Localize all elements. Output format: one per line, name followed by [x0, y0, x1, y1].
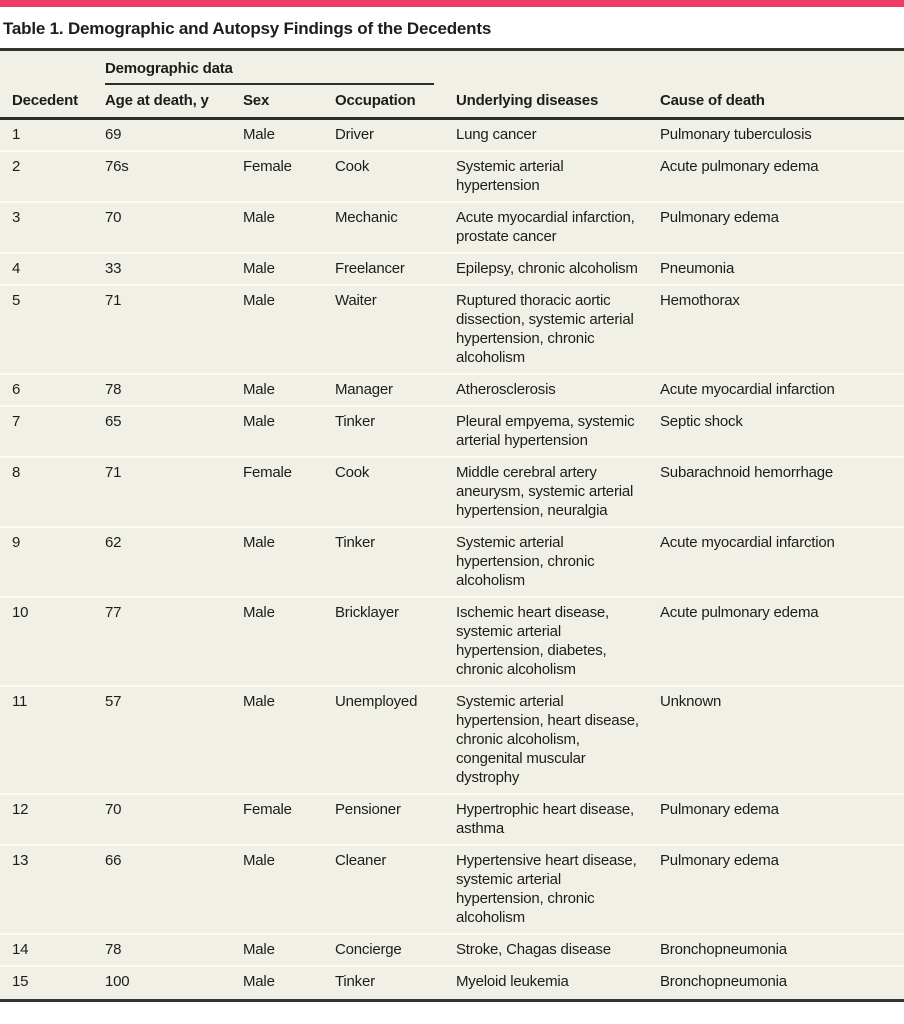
- diseases-cell: Pleural empyema, systemic arterial hypertension: [456, 406, 660, 457]
- occupation-cell: Cleaner: [335, 845, 456, 934]
- table-row: [0, 527, 904, 597]
- occupation-cell: Cook: [335, 457, 456, 527]
- sex-cell: Male: [243, 374, 335, 406]
- cause-cell: Pneumonia: [660, 253, 904, 285]
- col-header-sex: Sex: [243, 85, 335, 119]
- decedent-cell: 15: [0, 966, 105, 1001]
- sex-cell: Female: [243, 794, 335, 845]
- cause-cell: Pulmonary edema: [660, 845, 904, 934]
- age-cell: 78: [105, 934, 243, 966]
- occupation-cell: Concierge: [335, 934, 456, 966]
- age-cell: 78: [105, 374, 243, 406]
- diseases-cell: Hypertrophic heart disease, asthma: [456, 794, 660, 845]
- decedent-cell: 1: [12, 126, 21, 143]
- sex-cell: Male: [243, 202, 335, 253]
- age-cell: 70: [105, 794, 243, 845]
- diseases-cell: Systemic arterial hypertension, heart disease, chronic alcoholism, congenital muscular dystrophy: [456, 686, 660, 794]
- sex-cell: Male: [243, 845, 335, 934]
- table-row: [0, 686, 904, 794]
- spanner-row: [0, 50, 904, 86]
- occupation-cell: Driver: [335, 126, 374, 143]
- decedent-cell: 14: [0, 934, 105, 966]
- diseases-cell: Myeloid leukemia: [456, 966, 660, 1001]
- cause-cell: Bronchopneumonia: [660, 966, 904, 1001]
- table-row: [0, 253, 904, 285]
- age-cell: 71: [105, 285, 243, 374]
- sex-cell: Male: [243, 253, 335, 285]
- table-row: [0, 119, 904, 152]
- age-cell: 77: [105, 597, 243, 686]
- diseases-cell: Systemic arterial hypertension, chronic alcoholism: [456, 527, 660, 597]
- cause-cell: Pulmonary edema: [660, 202, 904, 253]
- sex-cell: Male: [243, 406, 335, 457]
- occupation-cell: Waiter: [335, 285, 456, 374]
- col-header-cause: Cause of death: [660, 85, 904, 119]
- spanner-label: Demographic data: [105, 60, 233, 77]
- occupation-cell: Freelancer: [335, 253, 456, 285]
- table-row: [0, 202, 904, 253]
- age-cell: 62: [105, 527, 243, 597]
- col-header-occupation: Occupation: [335, 85, 456, 119]
- diseases-cell: Middle cerebral artery aneurysm, systemic arterial hypertension, neuralgia: [456, 457, 660, 527]
- diseases-cell: Lung cancer: [456, 126, 537, 143]
- col-header-decedent: Decedent: [0, 85, 105, 119]
- spanner-spacer-left: [0, 50, 105, 86]
- occupation-cell: Mechanic: [335, 202, 456, 253]
- occupation-cell: Unemployed: [335, 686, 456, 794]
- diseases-cell: Ruptured thoracic aortic dissection, systemic arterial hypertension, chronic alcoholism: [456, 285, 660, 374]
- sex-cell: Female: [243, 151, 335, 202]
- decedents-table: [0, 48, 904, 1002]
- decedent-cell: 3: [0, 202, 105, 253]
- diseases-cell: Systemic arterial hypertension: [456, 151, 660, 202]
- age-cell: 65: [105, 406, 243, 457]
- decedent-cell: 12: [0, 794, 105, 845]
- table-row: [0, 934, 904, 966]
- occupation-cell: Cook: [335, 151, 456, 202]
- diseases-cell: Hypertensive heart disease, systemic arterial hypertension, chronic alcoholism: [456, 845, 660, 934]
- decedent-cell: 6: [0, 374, 105, 406]
- occupation-cell: Tinker: [335, 527, 456, 597]
- decedent-cell: 11: [0, 686, 105, 794]
- occupation-cell: Tinker: [335, 966, 456, 1001]
- table-row: [0, 845, 904, 934]
- age-cell: 66: [105, 845, 243, 934]
- decedent-cell: 4: [0, 253, 105, 285]
- cause-cell: Acute pulmonary edema: [660, 151, 904, 202]
- decedent-cell: 13: [0, 845, 105, 934]
- col-header-diseases: Underlying diseases: [456, 85, 660, 119]
- table-title: Table 1. Demographic and Autopsy Findings of the Decedents: [3, 19, 492, 38]
- decedent-cell: 7: [0, 406, 105, 457]
- decedent-cell: 8: [0, 457, 105, 527]
- table-row: [0, 457, 904, 527]
- diseases-cell: Stroke, Chagas disease: [456, 934, 660, 966]
- table-row: [0, 966, 904, 1001]
- cause-cell: Hemothorax: [660, 285, 904, 374]
- cause-cell: Pulmonary tuberculosis: [660, 126, 812, 143]
- table-accent-bar: [0, 0, 904, 7]
- table-header: [0, 50, 904, 119]
- sex-cell: Male: [243, 527, 335, 597]
- sex-cell: Male: [243, 966, 335, 1001]
- decedent-cell: 2: [0, 151, 105, 202]
- age-cell: 70: [105, 202, 243, 253]
- spanner-underline: [105, 59, 434, 85]
- age-cell: 33: [105, 253, 243, 285]
- sex-cell: Female: [243, 457, 335, 527]
- sex-cell: Male: [243, 934, 335, 966]
- diseases-cell: Ischemic heart disease, systemic arterial hypertension, diabetes, chronic alcoholism: [456, 597, 660, 686]
- age-cell: 57: [105, 686, 243, 794]
- cause-cell: Septic shock: [660, 406, 904, 457]
- cause-cell: Acute pulmonary edema: [660, 597, 904, 686]
- decedent-cell: 9: [0, 527, 105, 597]
- diseases-cell: Epilepsy, chronic alcoholism: [456, 253, 660, 285]
- table-row: [0, 406, 904, 457]
- age-cell: 69: [105, 126, 122, 143]
- occupation-cell: Bricklayer: [335, 597, 456, 686]
- cause-cell: Acute myocardial infarction: [660, 374, 904, 406]
- age-cell: 100: [105, 966, 243, 1001]
- spanner-spacer-right: [456, 50, 904, 86]
- sex-cell: Male: [243, 285, 335, 374]
- age-cell: 76s: [105, 151, 243, 202]
- cause-cell: Acute myocardial infarction: [660, 527, 904, 597]
- column-header-row: [0, 85, 904, 119]
- age-cell: 71: [105, 457, 243, 527]
- occupation-cell: Tinker: [335, 406, 456, 457]
- cause-cell: Bronchopneumonia: [660, 934, 904, 966]
- cause-cell: Subarachnoid hemorrhage: [660, 457, 904, 527]
- sex-cell: Male: [243, 686, 335, 794]
- sex-cell: Male: [243, 126, 275, 143]
- sex-cell: Male: [243, 597, 335, 686]
- diseases-cell: Acute myocardial infarction, prostate cancer: [456, 202, 660, 253]
- decedent-cell: 5: [0, 285, 105, 374]
- spanner-demographic-data: [105, 50, 456, 86]
- table-body: [0, 119, 904, 1001]
- table-row: [0, 285, 904, 374]
- decedent-cell: 10: [0, 597, 105, 686]
- cause-cell: Pulmonary edema: [660, 794, 904, 845]
- col-header-age: Age at death, y: [105, 85, 243, 119]
- occupation-cell: Pensioner: [335, 794, 456, 845]
- table-row: [0, 597, 904, 686]
- diseases-cell: Atherosclerosis: [456, 374, 660, 406]
- occupation-cell: Manager: [335, 374, 456, 406]
- table-row: [0, 374, 904, 406]
- cause-cell: Unknown: [660, 686, 904, 794]
- table-row: [0, 794, 904, 845]
- table-row: [0, 151, 904, 202]
